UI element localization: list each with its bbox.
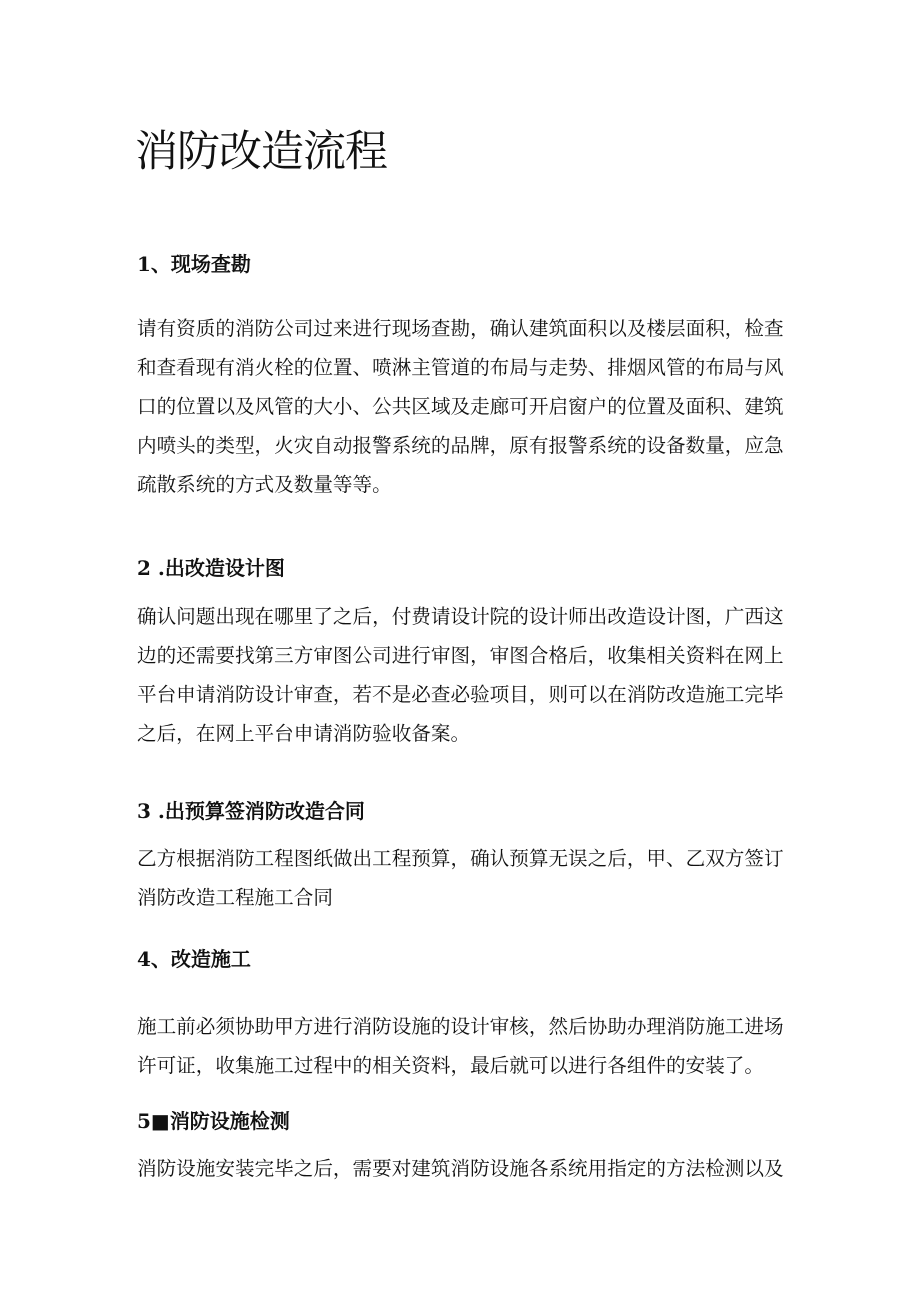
paragraph-line: 和查看现有消火栓的位置、喷淋主管道的布局与走势、排烟风管的布局与风 [137, 356, 784, 379]
section-paragraph-2 [137, 597, 792, 753]
section-paragraph-1 [137, 309, 792, 504]
section-heading-5 [137, 1107, 290, 1135]
section-title: 现场查勘 [170, 252, 251, 276]
paragraph-line: 内喷头的类型，火灾自动报警系统的品牌，原有报警系统的设备数量，应急 [137, 434, 784, 457]
section-paragraph-4 [137, 1007, 792, 1085]
section-number: 2 . [137, 556, 165, 580]
paragraph-line: 消防改造工程施工合同 [137, 886, 333, 909]
section-heading-2 [137, 554, 285, 582]
paragraph-line: 边的还需要找第三方审图公司进行审图，审图合格后，收集相关资料在网上 [137, 644, 784, 667]
section-title: 消防设施检测 [169, 1109, 290, 1133]
section-paragraph-5 [137, 1149, 792, 1188]
section-number: 4、 [137, 947, 171, 971]
section-number: 3 . [137, 799, 165, 823]
section-paragraph-3 [137, 839, 792, 917]
section-heading-4 [137, 945, 251, 973]
paragraph-line: 许可证，收集施工过程中的相关资料，最后就可以进行各组件的安装了。 [137, 1054, 764, 1077]
section-number: 5■ [137, 1109, 170, 1133]
paragraph-line: 平台申请消防设计审查，若不是必查必验项目，则可以在消防改造施工完毕 [137, 683, 784, 706]
paragraph-line: 施工前必须协助甲方进行消防设施的设计审核，然后协助办理消防施工进场 [137, 1015, 784, 1038]
section-title: 出改造设计图 [164, 556, 285, 580]
section-title: 改造施工 [170, 947, 251, 971]
paragraph-line: 消防设施安装完毕之后，需要对建筑消防设施各系统用指定的方法检测以及 [137, 1157, 784, 1180]
section-number: 1、 [137, 252, 171, 276]
paragraph-line: 乙方根据消防工程图纸做出工程预算，确认预算无误之后，甲、乙双方签订 [137, 847, 784, 870]
paragraph-line: 请有资质的消防公司过来进行现场查勘，确认建筑面积以及楼层面积，检查 [137, 317, 784, 340]
section-heading-1 [137, 250, 251, 278]
paragraph-line: 确认问题出现在哪里了之后，付费请设计院的设计师出改造设计图，广西这 [137, 605, 784, 628]
paragraph-line: 口的位置以及风管的大小、公共区域及走廊可开启窗户的位置及面积、建筑 [137, 395, 784, 418]
section-title: 出预算签消防改造合同 [164, 799, 365, 823]
section-heading-3 [137, 797, 365, 825]
document-title: 消防改造流程 [135, 127, 387, 177]
paragraph-line: 疏散系统的方式及数量等等。 [137, 473, 392, 496]
paragraph-line: 之后，在网上平台申请消防验收备案。 [137, 722, 471, 745]
